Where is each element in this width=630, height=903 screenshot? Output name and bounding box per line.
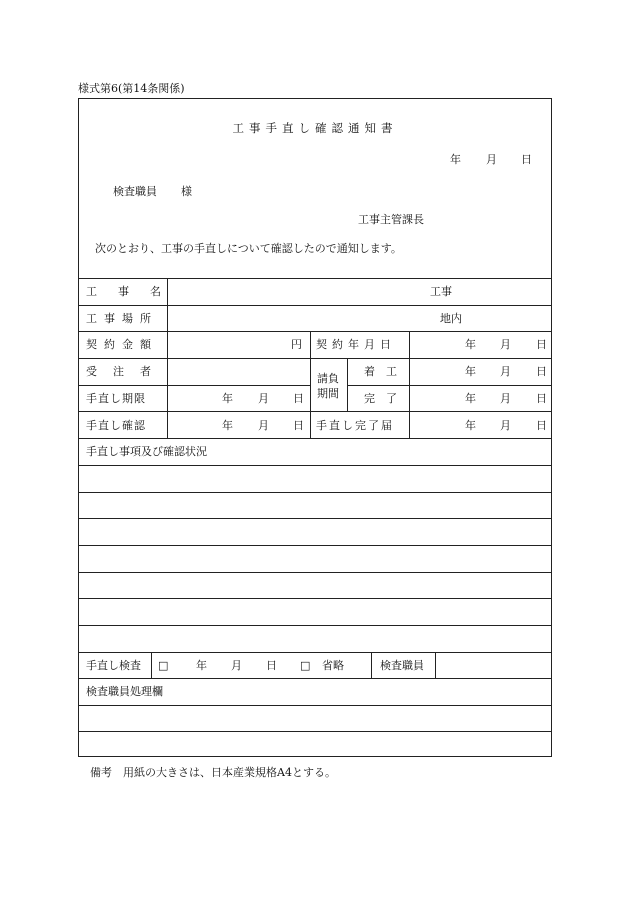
notice-text: 次のとおり、工事の手直しについて確認したので通知します。 — [95, 242, 402, 255]
label-contract-amount: 契約金額 — [86, 338, 158, 351]
construction-name-suffix: 工事 — [430, 285, 452, 298]
honorific: 様 — [181, 185, 192, 198]
rule-row — [78, 465, 552, 466]
label-contractor: 受注者 — [86, 365, 167, 378]
header-month: 月 — [486, 153, 497, 166]
rule-row — [78, 652, 552, 653]
rule-row — [78, 705, 552, 706]
label-construction-name: 工 事 名 — [86, 285, 166, 298]
rule-header-bottom — [78, 278, 552, 279]
label-omit: 省略 — [322, 659, 344, 672]
site-suffix: 地内 — [440, 312, 462, 325]
rule-col-inspect — [435, 652, 436, 678]
contract-year: 年 — [465, 338, 476, 351]
document-title: 工事手直し確認通知書 — [232, 121, 398, 135]
rule-row — [78, 492, 552, 493]
label-site: 工事場所 — [86, 312, 158, 325]
rule-col-mid — [310, 331, 311, 438]
inspection-month: 月 — [231, 659, 242, 672]
label-repair-done-report: 手直し完了届 — [316, 419, 394, 432]
rule-row — [78, 678, 552, 679]
start-year: 年 — [465, 365, 476, 378]
inspection-year: 年 — [196, 659, 207, 672]
rule-row — [78, 518, 552, 519]
deadline-year: 年 — [222, 392, 233, 405]
label-repair-deadline: 手直し期限 — [86, 392, 146, 405]
label-processing: 検査職員処理欄 — [86, 685, 163, 698]
rule-row — [78, 411, 552, 412]
inspector-addressee: 検査職員 — [113, 185, 157, 198]
rule-row — [78, 438, 552, 439]
complete-month: 月 — [500, 392, 511, 405]
report-year: 年 — [465, 419, 476, 432]
rule-col-value — [409, 331, 410, 438]
start-month: 月 — [500, 365, 511, 378]
issuer-title: 工事主管課長 — [358, 213, 424, 226]
complete-year: 年 — [465, 392, 476, 405]
rule-col-period — [347, 358, 348, 411]
confirm-year: 年 — [222, 419, 233, 432]
label-complete: 完 了 — [364, 392, 397, 405]
header-day: 日 — [521, 153, 532, 166]
deadline-month: 月 — [258, 392, 269, 405]
contract-day: 日 — [536, 338, 547, 351]
rule-row — [78, 598, 552, 599]
label-period-2: 期間 — [317, 387, 339, 400]
confirm-day: 日 — [293, 419, 304, 432]
contract-month: 月 — [500, 338, 511, 351]
report-day: 日 — [536, 419, 547, 432]
omit-checkbox[interactable]: □ — [300, 659, 311, 672]
remarks-note: 備考 用紙の大きさは、日本産業規格A4とする。 — [90, 766, 336, 779]
yen-unit: 円 — [291, 338, 302, 351]
rule-row — [78, 545, 552, 546]
rule-col-label — [167, 278, 168, 438]
start-day: 日 — [536, 365, 547, 378]
rule-col-inspect — [151, 652, 152, 678]
label-contract-date: 契約年月日 — [316, 338, 396, 351]
report-month: 月 — [500, 419, 511, 432]
inspection-day: 日 — [266, 659, 277, 672]
inspection-date-checkbox[interactable]: □ — [158, 659, 169, 672]
label-repair-confirm: 手直し確認 — [86, 419, 146, 432]
complete-day: 日 — [536, 392, 547, 405]
label-inspector-field: 検査職員 — [380, 659, 424, 672]
rule-row — [78, 731, 552, 732]
form-number-label: 様式第6(第14条関係) — [78, 82, 185, 95]
label-period-1: 請負 — [317, 372, 339, 385]
rule-row-partial — [78, 385, 310, 386]
rule-row-partial — [347, 385, 552, 386]
rule-row — [78, 331, 552, 332]
label-start: 着 工 — [364, 365, 397, 378]
rule-row — [78, 572, 552, 573]
deadline-day: 日 — [293, 392, 304, 405]
label-repair-items: 手直し事項及び確認状況 — [86, 445, 207, 458]
label-repair-inspection: 手直し検査 — [86, 659, 141, 672]
rule-col-inspect — [371, 652, 372, 678]
confirm-month: 月 — [258, 419, 269, 432]
header-year: 年 — [450, 153, 461, 166]
rule-row — [78, 305, 552, 306]
rule-row — [78, 625, 552, 626]
rule-row — [78, 358, 552, 359]
